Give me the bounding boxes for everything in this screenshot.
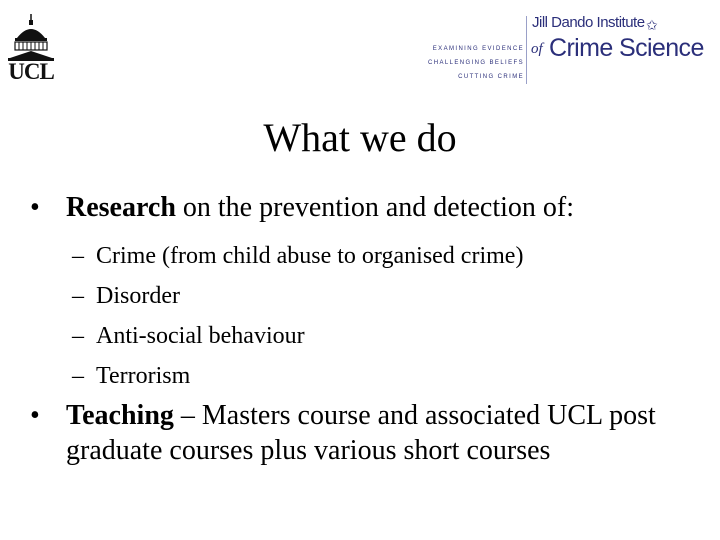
jdi-tagline: CHALLENGING BELIEFS xyxy=(428,60,524,66)
bullet-bold: Research xyxy=(66,192,176,223)
jdi-crime-science: Crime Science xyxy=(549,34,704,62)
bullet-rest: – Masters course and associated UCL post graduate courses plus various short courses xyxy=(66,400,656,466)
jdi-taglines xyxy=(420,42,524,84)
bullet-dot-icon: • xyxy=(30,400,40,431)
bullet-rest: on the prevention and detection of: xyxy=(175,192,575,223)
ucl-dome-icon xyxy=(6,14,56,62)
list-item-text: Crime (from child abuse to organised crime) xyxy=(96,243,524,269)
star-icon: ✩ xyxy=(646,19,658,34)
page-title: What we do xyxy=(263,115,457,160)
list-item xyxy=(72,276,692,316)
jdi-tagline: CUTTING CRIME xyxy=(458,74,524,80)
list-item-text: Disorder xyxy=(96,283,180,309)
bullet-bold: Teaching xyxy=(66,400,174,431)
jdi-institute-name: Jill Dando Institute xyxy=(532,14,645,31)
jdi-divider xyxy=(526,16,527,84)
jdi-tagline: EXAMINING EVIDENCE xyxy=(432,46,524,52)
dash-icon: – xyxy=(72,323,84,349)
list-item xyxy=(72,236,692,276)
list-item-text: Anti-social behaviour xyxy=(96,323,305,349)
bullet-text xyxy=(66,398,686,468)
dash-icon: – xyxy=(72,363,84,389)
list-item xyxy=(72,316,692,356)
jdi-logo xyxy=(420,14,704,86)
sub-list xyxy=(72,236,692,396)
bullet-text xyxy=(66,190,574,225)
list-item-text: Terrorism xyxy=(96,363,191,389)
ucl-logo xyxy=(4,14,58,84)
bullet-teaching xyxy=(30,398,710,508)
dash-icon: – xyxy=(72,243,84,269)
ucl-logo-text: UCL xyxy=(8,59,54,84)
bullet-research xyxy=(30,190,710,226)
bullet-dot-icon: • xyxy=(30,192,40,223)
list-item xyxy=(72,356,692,396)
jdi-of: of xyxy=(531,41,543,57)
dash-icon: – xyxy=(72,283,84,309)
